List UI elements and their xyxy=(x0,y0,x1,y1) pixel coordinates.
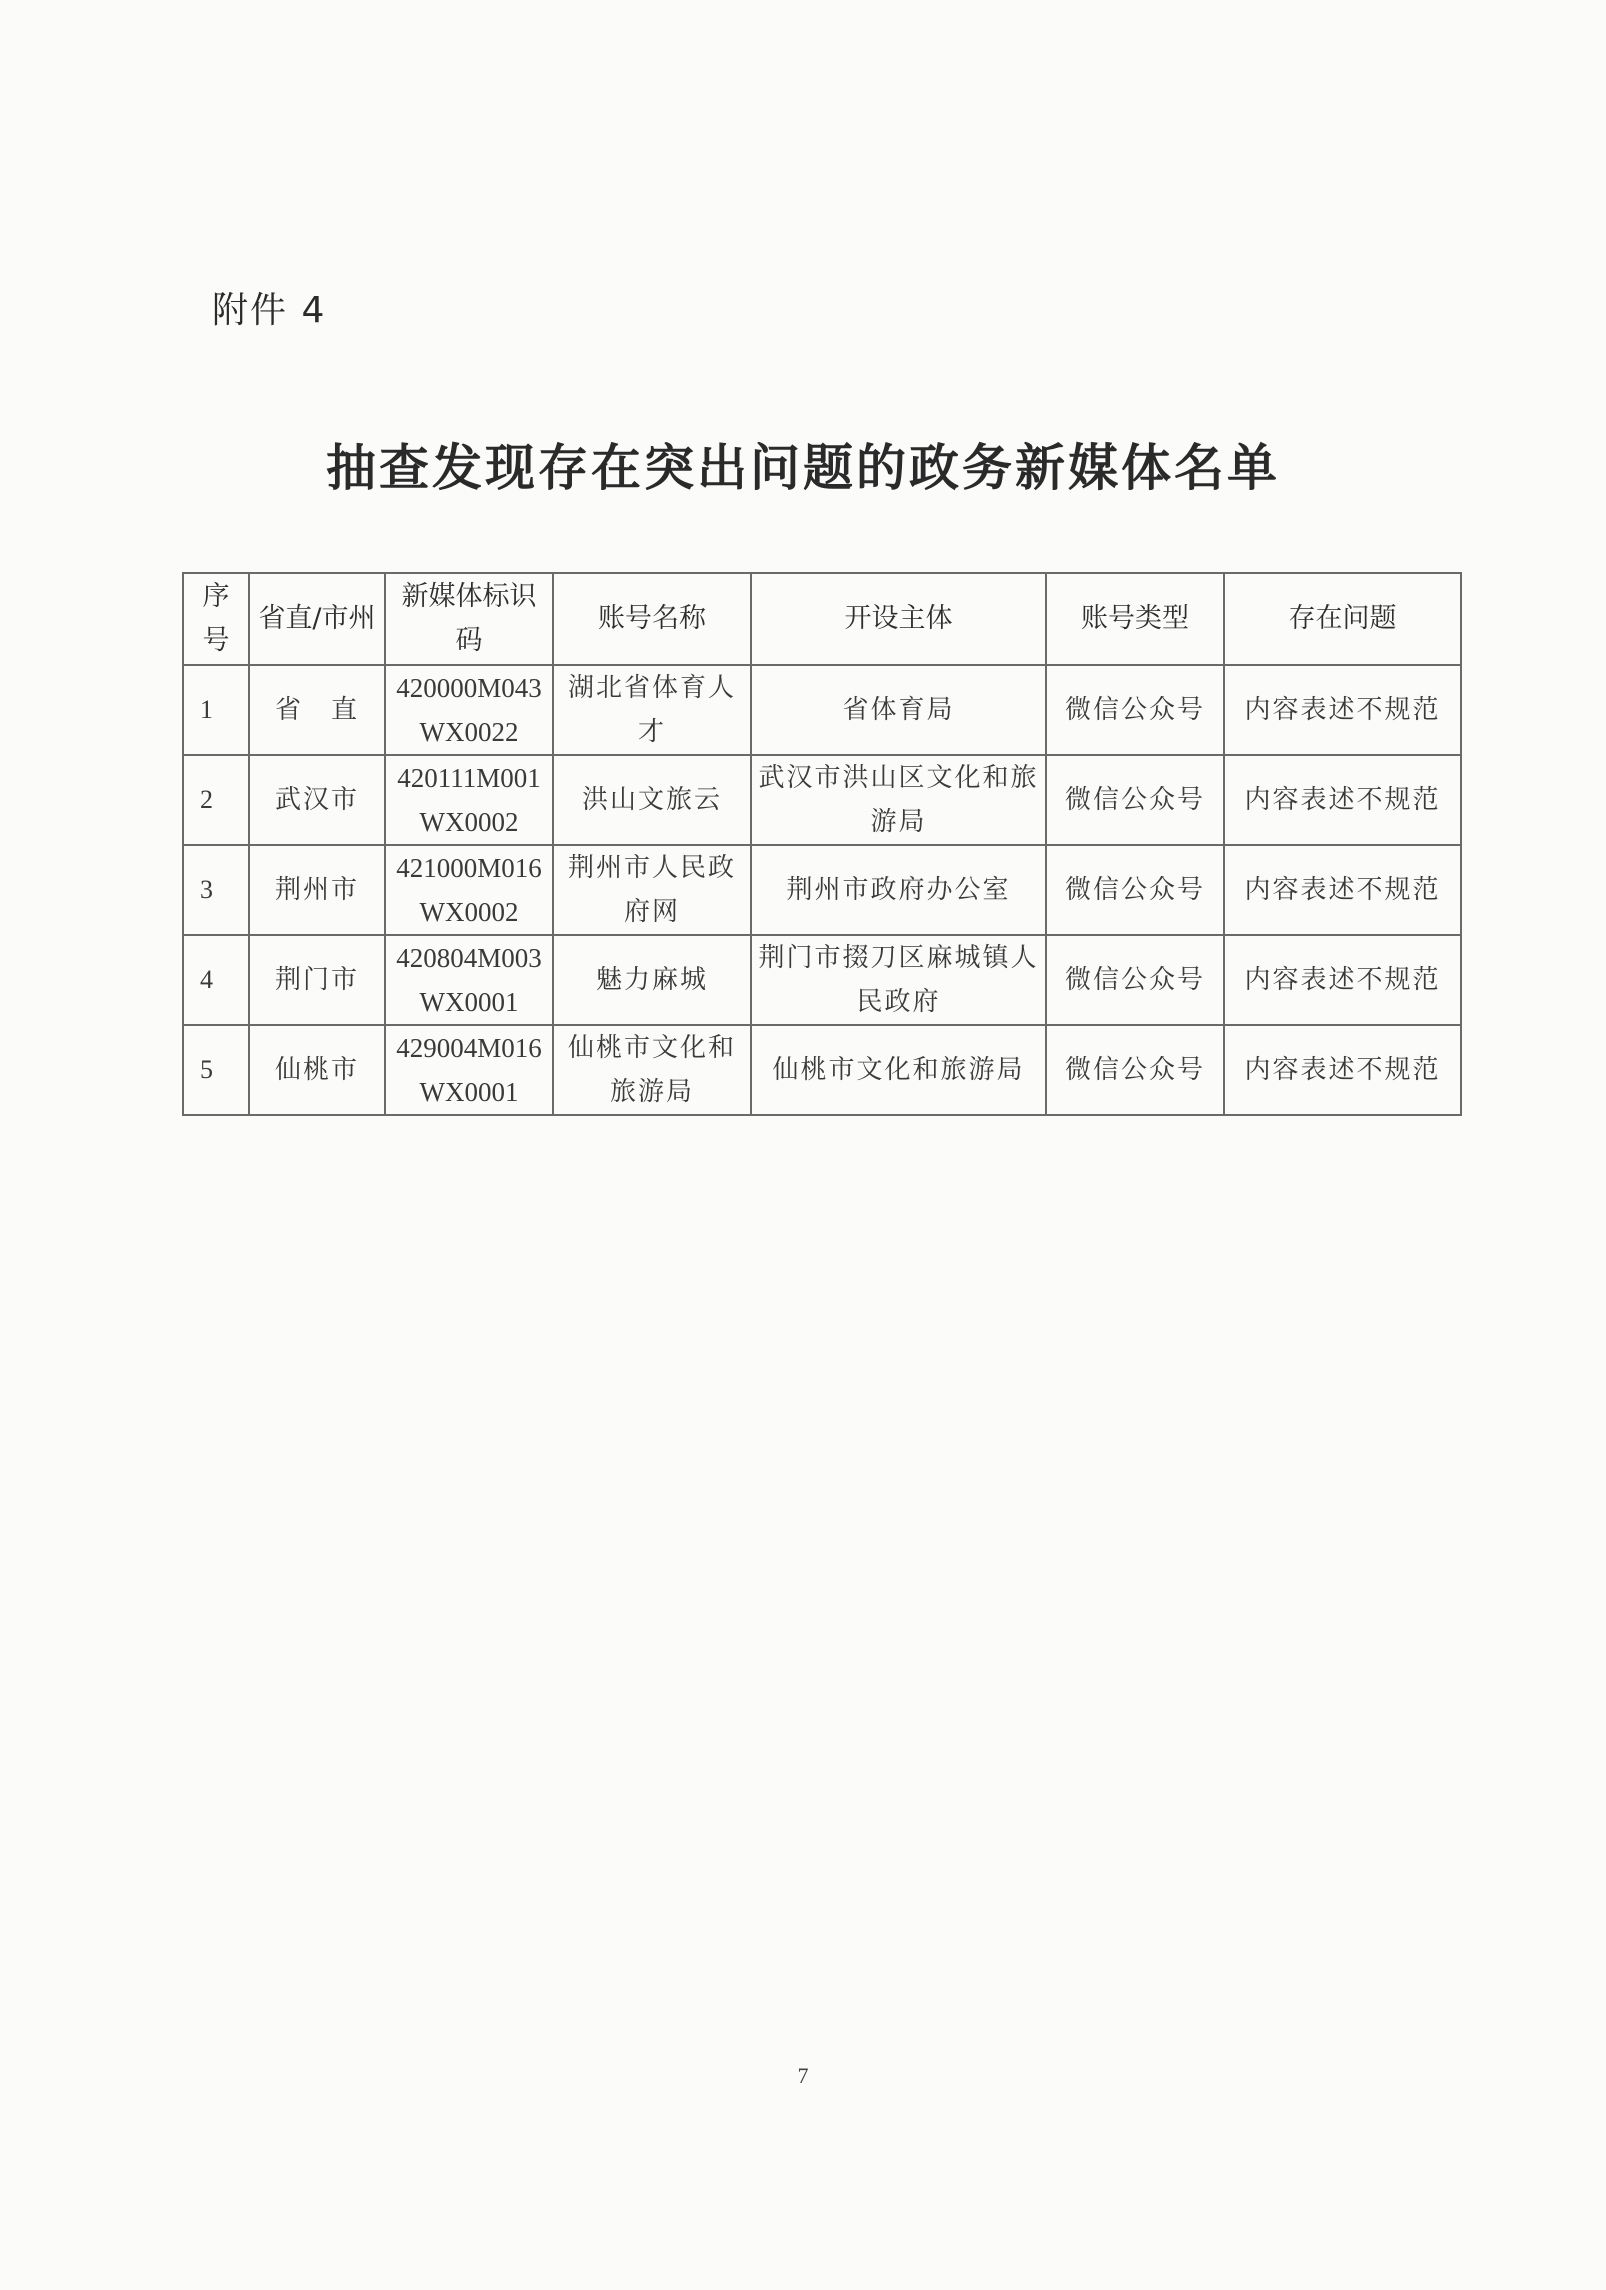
cell-account-type: 微信公众号 xyxy=(1046,845,1224,935)
cell-issue: 内容表述不规范 xyxy=(1224,1025,1461,1115)
header-issue: 存在问题 xyxy=(1224,573,1461,665)
cell-account-name: 洪山文旅云 xyxy=(553,755,751,845)
cell-index: 4 xyxy=(183,935,249,1025)
cell-media-code: 429004M016WX0001 xyxy=(385,1025,553,1115)
header-account-name: 账号名称 xyxy=(553,573,751,665)
cell-media-code: 421000M016WX0002 xyxy=(385,845,553,935)
cell-account-type: 微信公众号 xyxy=(1046,665,1224,755)
cell-account-type: 微信公众号 xyxy=(1046,1025,1224,1115)
table-row xyxy=(183,935,1461,1025)
issue-table xyxy=(182,572,1462,1116)
cell-media-code: 420000M043WX0022 xyxy=(385,665,553,755)
cell-region: 仙桃市 xyxy=(249,1025,385,1115)
table-row xyxy=(183,665,1461,755)
cell-account-type: 微信公众号 xyxy=(1046,755,1224,845)
cell-index: 2 xyxy=(183,755,249,845)
cell-index: 3 xyxy=(183,845,249,935)
cell-operator: 仙桃市文化和旅游局 xyxy=(751,1025,1046,1115)
header-operator: 开设主体 xyxy=(751,573,1046,665)
cell-index: 1 xyxy=(183,665,249,755)
cell-account-name: 魅力麻城 xyxy=(553,935,751,1025)
cell-operator: 荆州市政府办公室 xyxy=(751,845,1046,935)
cell-region: 武汉市 xyxy=(249,755,385,845)
cell-account-name: 荆州市人民政府网 xyxy=(553,845,751,935)
cell-issue: 内容表述不规范 xyxy=(1224,845,1461,935)
header-media-code: 新媒体标识码 xyxy=(385,573,553,665)
cell-account-name: 湖北省体育人才 xyxy=(553,665,751,755)
attachment-label: 附件 4 xyxy=(212,290,327,331)
cell-index: 5 xyxy=(183,1025,249,1115)
cell-account-name: 仙桃市文化和旅游局 xyxy=(553,1025,751,1115)
cell-issue: 内容表述不规范 xyxy=(1224,755,1461,845)
cell-region: 省 直 xyxy=(249,665,385,755)
cell-media-code: 420804M003WX0001 xyxy=(385,935,553,1025)
cell-region: 荆门市 xyxy=(249,935,385,1025)
header-account-type: 账号类型 xyxy=(1046,573,1224,665)
cell-operator: 荆门市掇刀区麻城镇人民政府 xyxy=(751,935,1046,1025)
cell-account-type: 微信公众号 xyxy=(1046,935,1224,1025)
cell-issue: 内容表述不规范 xyxy=(1224,935,1461,1025)
cell-region: 荆州市 xyxy=(249,845,385,935)
table-row xyxy=(183,1025,1461,1115)
header-index: 序号 xyxy=(183,573,249,665)
header-region: 省直/市州 xyxy=(249,573,385,665)
cell-issue: 内容表述不规范 xyxy=(1224,665,1461,755)
cell-operator: 武汉市洪山区文化和旅游局 xyxy=(751,755,1046,845)
page-number: 7 xyxy=(797,2063,809,2088)
cell-operator: 省体育局 xyxy=(751,665,1046,755)
table-row xyxy=(183,755,1461,845)
table-row xyxy=(183,845,1461,935)
table-header-row xyxy=(183,573,1461,665)
document-title: 抽查发现存在突出问题的政务新媒体名单 xyxy=(326,438,1280,497)
cell-media-code: 420111M001WX0002 xyxy=(385,755,553,845)
